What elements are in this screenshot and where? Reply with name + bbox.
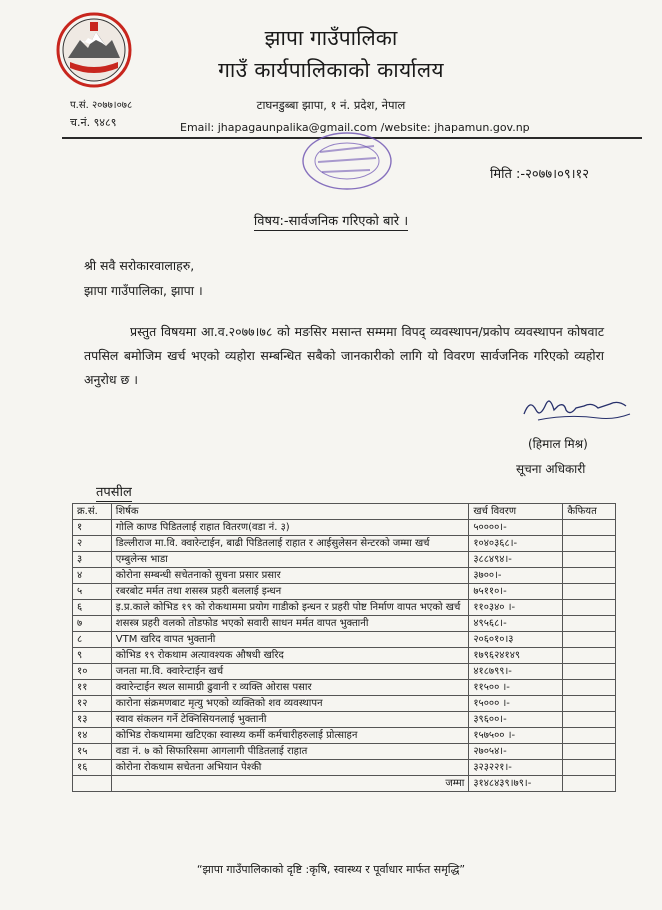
row-serial: ८ (73, 632, 112, 648)
table-row (73, 648, 616, 664)
row-remarks (563, 728, 616, 744)
table-row (73, 520, 616, 536)
row-serial: १० (73, 664, 112, 680)
row-remarks (563, 600, 616, 616)
row-expense: १५७५०० ।- (469, 728, 563, 744)
row-title: जनता मा.वि. क्वारेन्टाईन खर्च (111, 664, 469, 680)
row-title: एम्बुलेन्स भाडा (111, 552, 469, 568)
row-expense: ४१८७९९।- (469, 664, 563, 680)
row-title: स्वाव संकलन गर्ने टेक्निसियनलाई भुक्तानी (111, 712, 469, 728)
office-stamp (300, 130, 394, 192)
table-row (73, 568, 616, 584)
row-expense: ११५०० ।- (469, 680, 563, 696)
table-row (73, 696, 616, 712)
row-serial: ११ (73, 680, 112, 696)
office-name: गाउँ कार्यपालिकाको कार्यालय (218, 58, 444, 82)
row-remarks (563, 664, 616, 680)
table-row (73, 552, 616, 568)
row-title: डिल्लीराज मा.वि. क्वारेन्टाईन, बाढी पिडितलाई राहात र आईसुलेसन सेन्टरको जम्मा खर्च (111, 536, 469, 552)
row-remarks (563, 616, 616, 632)
row-expense: ५००००।- (469, 520, 563, 536)
row-serial: ४ (73, 568, 112, 584)
table-row (73, 744, 616, 760)
row-expense: २०६०१०।३ (469, 632, 563, 648)
header-serial: क्र.सं. (73, 504, 112, 520)
office-address: टाघनडुब्बा झापा, १ नं. प्रदेश, नेपाल (256, 98, 406, 112)
table-row (73, 616, 616, 632)
row-expense: ४९५६८।- (469, 616, 563, 632)
signer-designation: सूचना अधिकारी (516, 462, 586, 476)
letter-date: मिति :-२०७७।०९।१२ (490, 167, 590, 182)
row-title: रबरबोट मर्मत तथा शसस्त्र प्रहरी बललाई इन्धन (111, 584, 469, 600)
row-title: कोरोना सम्बन्धी सचेतनाको सुचना प्रसार प्रसार (111, 568, 469, 584)
row-serial: १५ (73, 744, 112, 760)
letter-body: प्रस्तुत विषयमा आ.व.२०७७।७८ को मङसिर मसान्त सम्ममा विपद् व्यवस्थापन/प्रकोप व्यवस्थापन कोषवाट तपसिल बमोजिम खर्च भएको व्यहोरा सम्बन्धित सबैको जानकारीको लागि यो विवरण सार्वजनिक गरिएको व्यहोरा अनुरोध छ । (84, 324, 604, 387)
row-remarks (563, 760, 616, 776)
row-title: इ.प्र.काले कोभिड १९ को रोकथाममा प्रयोग गाडीको इन्धन र प्रहरी पोष्ट निर्माण वापत भएको खर्च (111, 600, 469, 616)
row-title: कोभिड १९ रोकथाम अत्यावश्यक औषधी खरिद (111, 648, 469, 664)
expense-table (72, 503, 616, 792)
total-label: जम्मा (111, 776, 469, 792)
reference-cn: च.नं. ९४८९ (70, 116, 117, 129)
row-serial: ३ (73, 552, 112, 568)
row-title: क्वारेन्टाईन स्थल सामाग्री ढुवानी र व्यक्ति ओरास पसार (111, 680, 469, 696)
header-remarks: कैफियत (563, 504, 616, 520)
row-remarks (563, 744, 616, 760)
total-value: ३१४८४३९।७९।- (469, 776, 563, 792)
table-body (73, 520, 616, 776)
table-row (73, 536, 616, 552)
table-row (73, 680, 616, 696)
row-serial: ६ (73, 600, 112, 616)
row-remarks (563, 584, 616, 600)
recipient-line-2: झापा गाउँपालिका, झापा । (84, 283, 203, 298)
row-expense: ३९६००।- (469, 712, 563, 728)
row-remarks (563, 520, 616, 536)
row-expense: ११०३४० ।- (469, 600, 563, 616)
reference-ps: प.सं. २०७७।०७८ (70, 100, 133, 111)
row-remarks (563, 680, 616, 696)
table-row (73, 760, 616, 776)
signer-name: (हिमाल मिश्र) (528, 437, 588, 451)
table-row (73, 712, 616, 728)
row-serial: १४ (73, 728, 112, 744)
row-title: शसस्त्र प्रहरी वलको तोडफोड भएको सवारी साधन मर्मत वापत भुक्तानी (111, 616, 469, 632)
row-title: गोलि काण्ड पिडितलाई राहात वितरण(वडा नं. ३) (111, 520, 469, 536)
table-row (73, 664, 616, 680)
handwritten-signature (518, 392, 636, 426)
row-serial: ७ (73, 616, 112, 632)
subject-text: विषय:-सार्वजनिक गरिएको बारे । (253, 214, 409, 229)
row-serial: १६ (73, 760, 112, 776)
table-row (73, 632, 616, 648)
row-serial: ९ (73, 648, 112, 664)
row-title: VTM खरिद वापत भुक्तानी (111, 632, 469, 648)
row-serial: १ (73, 520, 112, 536)
row-serial: ५ (73, 584, 112, 600)
row-serial: १३ (73, 712, 112, 728)
row-expense: ३८८४९४।- (469, 552, 563, 568)
row-remarks (563, 568, 616, 584)
letter-subject (0, 211, 662, 229)
municipality-slogan: “झापा गाउँपालिकाको दृष्टि :कृषि, स्वास्थ्य र पूर्वाधार मार्फत समृद्धि” (196, 863, 466, 876)
total-remarks (563, 776, 616, 792)
row-expense: ३२३२२१।- (469, 760, 563, 776)
recipient-line-1: श्री सवै सरोकारवालाहरु, (84, 258, 195, 273)
table-row (73, 728, 616, 744)
row-serial: २ (73, 536, 112, 552)
row-title: कोभिड रोकथाममा खटिएका स्वास्थ्य कर्मी कर्मचारीहरुलाई प्रोत्साहन (111, 728, 469, 744)
row-remarks (563, 648, 616, 664)
row-remarks (563, 712, 616, 728)
row-serial: १२ (73, 696, 112, 712)
row-expense: १०४०३६८।- (469, 536, 563, 552)
row-remarks (563, 632, 616, 648)
table-title: तपसील (96, 485, 132, 500)
table-row (73, 584, 616, 600)
row-title: वडा नं. ७ को सिफारिसमा आगलागी पीडितलाई राहात (111, 744, 469, 760)
municipality-name: झापा गाउँपालिका (264, 26, 398, 50)
total-blank (73, 776, 112, 792)
row-expense: ७५११०।- (469, 584, 563, 600)
row-expense: ३७००।- (469, 568, 563, 584)
row-remarks (563, 696, 616, 712)
row-title: कारोना संक्रमणबाट मृत्यु भएको व्यक्तिको शव व्यवस्थापन (111, 696, 469, 712)
contact-info: Email: jhapagaunpalika@gmail.com /website: jhapamun.gov.np (180, 121, 530, 134)
row-title: कोरोना रोकथाम सचेतना अभियान पेश्की (111, 760, 469, 776)
header-expense: खर्च विवरण (469, 504, 563, 520)
table-total-row (73, 776, 616, 792)
table-header-row (73, 504, 616, 520)
row-remarks (563, 536, 616, 552)
table-row (73, 600, 616, 616)
row-expense: २७०५४।- (469, 744, 563, 760)
row-remarks (563, 552, 616, 568)
row-expense: १७९६२४१४९ (469, 648, 563, 664)
header-title: शिर्षक (111, 504, 469, 520)
row-expense: १५००० ।- (469, 696, 563, 712)
